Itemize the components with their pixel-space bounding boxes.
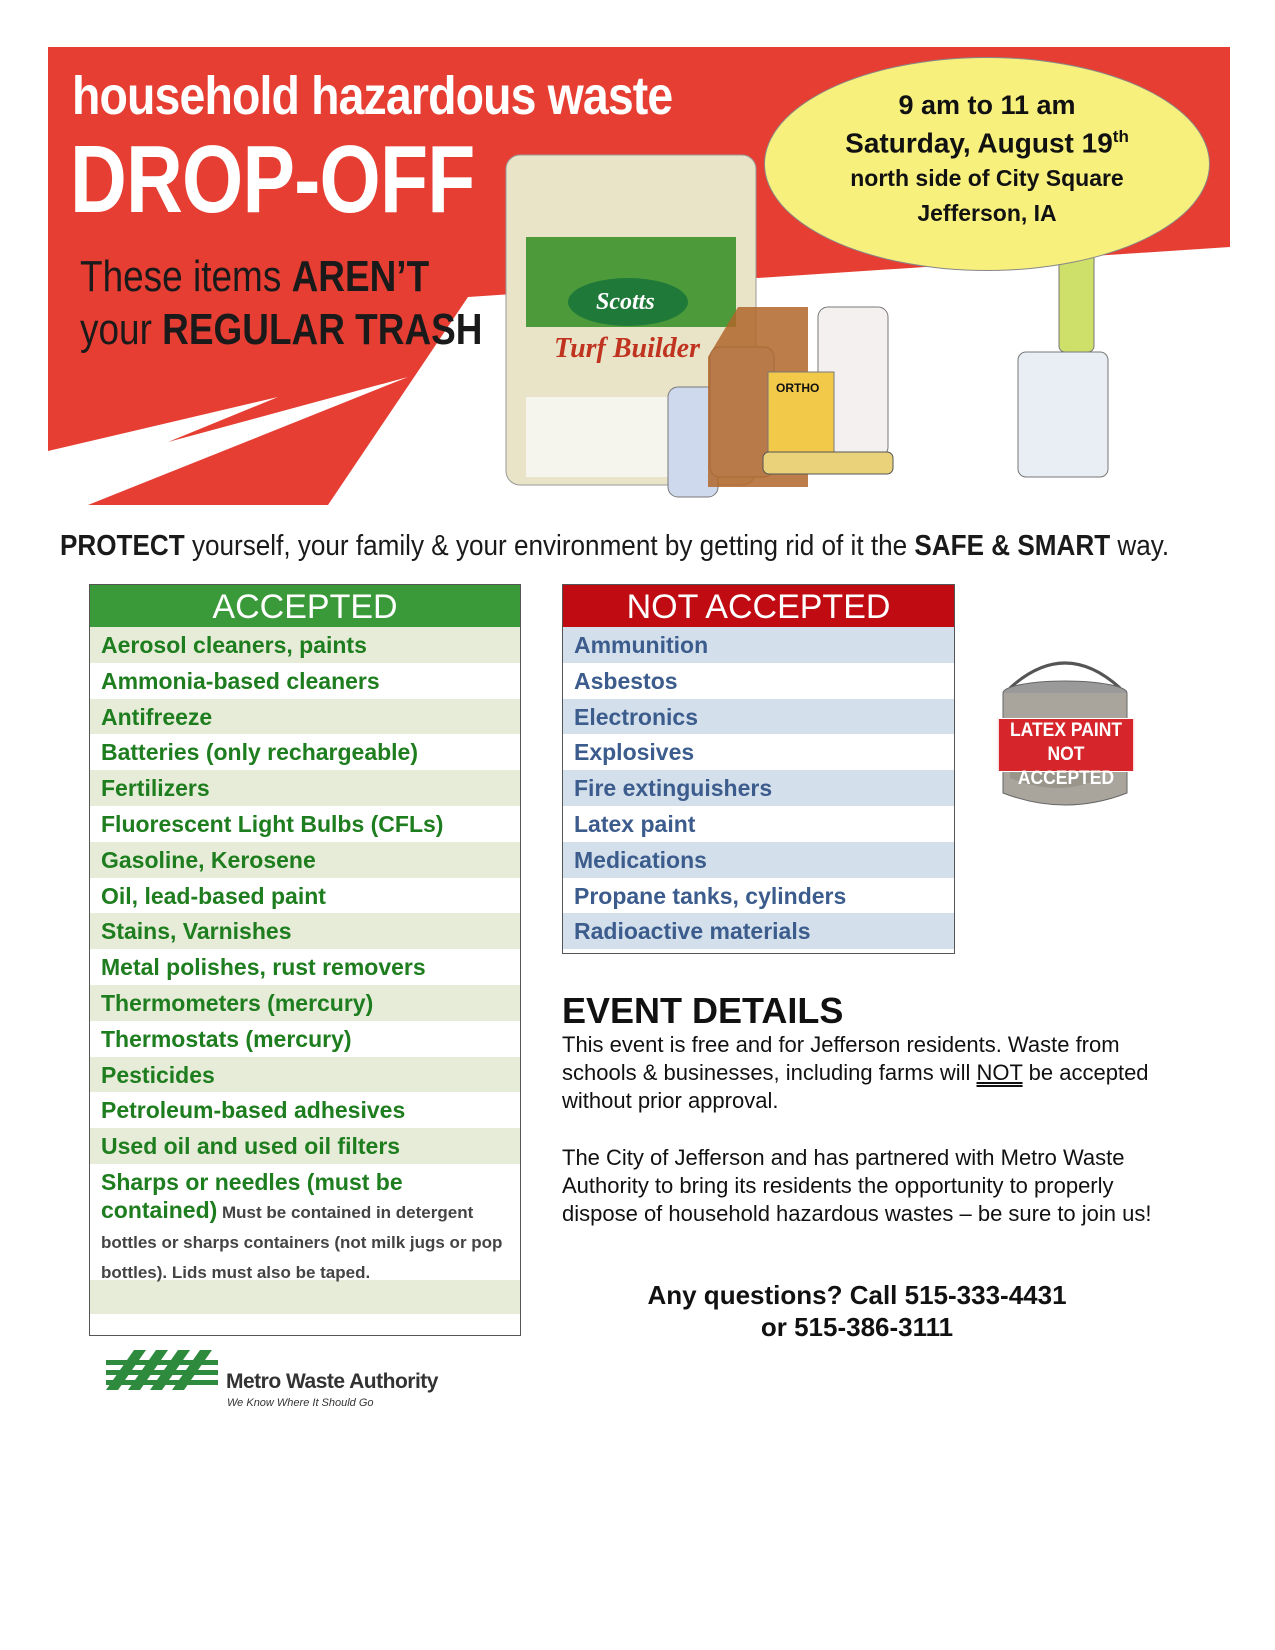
hero-banner: [48, 47, 1230, 505]
accepted-item: Fertilizers: [90, 770, 520, 806]
accepted-item: Stains, Varnishes: [90, 913, 520, 949]
sharps-note: Must be contained in detergent bottles or sharps containers (not milk jugs or pop bottles). Lids must also be taped.: [101, 1202, 503, 1282]
accepted-table: [89, 584, 521, 1336]
not-accepted-item: Electronics: [563, 699, 954, 735]
event-time-oval: [764, 57, 1210, 271]
accepted-item: Oil, lead-based paint: [101, 882, 326, 909]
not-accepted-header: NOT ACCEPTED: [563, 585, 954, 627]
accepted-item: Petroleum-based adhesives: [101, 1097, 406, 1124]
accepted-item: Aerosol cleaners, paints: [90, 627, 520, 663]
accepted-item: Fluorescent Light Bulbs (CFLs): [101, 810, 444, 837]
sharps-item: Sharps or needles (must be contained) Must be contained in detergent bottles or sharps containers (not milk jugs or pop bottles). Lids must also be taped.: [101, 1168, 503, 1282]
subheading-line2: your REGULAR TRASH: [80, 305, 483, 354]
headline-small: household hazardous waste: [72, 66, 673, 126]
tagline: PROTECT yourself, your family & your environment by getting rid of it the SAFE & SMART way.: [60, 530, 1170, 562]
headline-big: DROP-OFF: [70, 126, 475, 233]
accepted-item: Antifreeze: [90, 699, 520, 735]
svg-text:Turf Builder: Turf Builder: [554, 333, 700, 364]
not-accepted-item: Latex paint: [574, 810, 696, 837]
not-accepted-item: Medications: [563, 842, 954, 878]
event-details-paragraph-2: The City of Jefferson and has partnered with Metro Waste Authority to bring its residents the opportunity to properly dispose of household hazardous wastes – be sure to join us!: [562, 1145, 1152, 1226]
svg-text:ORTHO: ORTHO: [776, 381, 820, 395]
not-accepted-item: Propane tanks, cylinders: [574, 882, 847, 909]
accepted-item: Used oil and used oil filters: [90, 1128, 520, 1164]
accepted-item: Thermometers (mercury): [90, 985, 520, 1021]
accepted-item: Pesticides: [90, 1057, 520, 1093]
event-city: Jefferson, IA: [917, 200, 1057, 227]
not-accepted-item: Radioactive materials: [563, 913, 954, 949]
not-accepted-item: Fire extinguishers: [563, 770, 954, 806]
event-hours: 9 am to 11 am: [898, 90, 1076, 120]
contact-phone-1: Any questions? Call 515-333-4431: [647, 1280, 1067, 1310]
latex-paint-badge: LATEX PAINT NOT ACCEPTED: [998, 718, 1134, 772]
not-accepted-table: [562, 584, 955, 954]
accepted-header: ACCEPTED: [90, 585, 520, 627]
not-accepted-item: Ammunition: [563, 627, 954, 663]
subheading-line1: These items AREN’T: [80, 252, 430, 301]
event-date: Saturday, August 19th: [845, 127, 1129, 159]
event-details-title: EVENT DETAILS: [562, 990, 844, 1031]
event-location: north side of City Square: [850, 165, 1124, 192]
svg-text:Scotts: Scotts: [596, 289, 655, 315]
contact-phone-2: or 515-386-3111: [760, 1312, 954, 1342]
not-accepted-item: Explosives: [574, 739, 695, 766]
logo-tagline: We Know Where It Should Go: [227, 1397, 374, 1409]
accepted-item: Gasoline, Kerosene: [90, 842, 520, 878]
accepted-item: Ammonia-based cleaners: [101, 667, 380, 694]
event-details-paragraph-1: This event is free and for Jefferson residents. Waste from schools & businesses, including farms will NOT be accepted without prior approval.: [562, 1032, 1149, 1113]
accepted-item: Thermostats (mercury): [101, 1025, 352, 1052]
accepted-item: Batteries (only rechargeable): [101, 739, 419, 766]
not-accepted-item: Asbestos: [574, 667, 678, 694]
accepted-item: Metal polishes, rust removers: [101, 954, 426, 981]
logo-name: Metro Waste Authority: [226, 1370, 438, 1393]
